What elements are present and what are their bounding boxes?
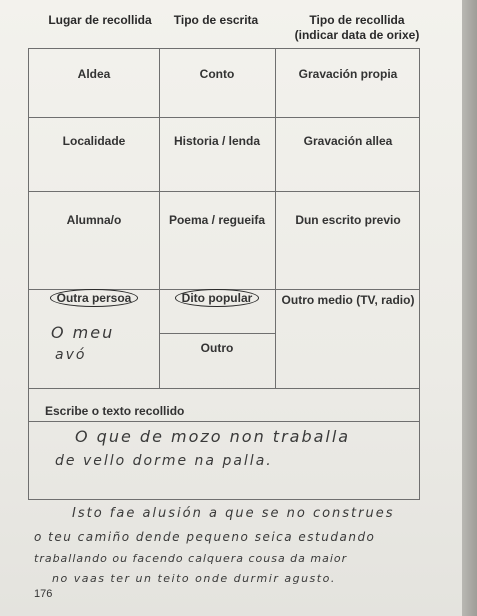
book-spine xyxy=(462,0,477,616)
cell-gravacion-propia: Gravación propia xyxy=(298,67,398,81)
handwritten-o-meu: O meu xyxy=(51,323,115,342)
written-text-line-2: de vello dorme na palla. xyxy=(55,453,273,469)
collection-table xyxy=(28,48,420,500)
cell-outra-persoa xyxy=(29,291,159,305)
header-lugar: Lugar de recollida xyxy=(48,13,152,27)
header-tipo-recollida: Tipo de recollida xyxy=(309,13,405,27)
page-number: 176 xyxy=(34,588,53,600)
cell-poema-regueifa: Poema / regueifa xyxy=(168,213,266,227)
outra-persoa-circled: Outra persoa xyxy=(50,289,139,307)
cell-outro: Outro xyxy=(200,341,234,355)
written-text-label: Escribe o texto recollido xyxy=(45,404,185,418)
cell-localidade: Localidade xyxy=(62,134,126,148)
cell-aldea: Aldea xyxy=(77,67,111,81)
explanation-line-3: traballando ou facendo calquera cousa da maior xyxy=(34,552,348,565)
cell-historia-lenda: Historia / lenda xyxy=(173,134,261,148)
cell-gravacion-allea: Gravación allea xyxy=(303,134,393,148)
dito-popular-circled: Dito popular xyxy=(175,289,260,307)
cell-outro-medio: Outro medio (TV, radio) xyxy=(281,293,415,307)
cell-alumna: Alumna/o xyxy=(66,213,122,227)
cell-dito-popular xyxy=(159,291,275,305)
explanation-line-2: o teu camiño dende pequeno seica estudando xyxy=(34,530,376,544)
cell-conto: Conto xyxy=(199,67,235,81)
explanation-line-1: Isto fae alusión a que se no construes xyxy=(72,506,395,521)
header-indicar-data: (indicar data de orixe) xyxy=(294,28,420,42)
explanation-line-4: no vaas ter un teito onde durmir agusto. xyxy=(52,572,336,585)
written-text-line-1: O que de mozo non traballa xyxy=(75,427,351,446)
cell-dun-escrito: Dun escrito previo xyxy=(295,213,401,227)
header-tipo-escrita: Tipo de escrita xyxy=(173,13,259,27)
handwritten-avo: avó xyxy=(55,347,87,363)
